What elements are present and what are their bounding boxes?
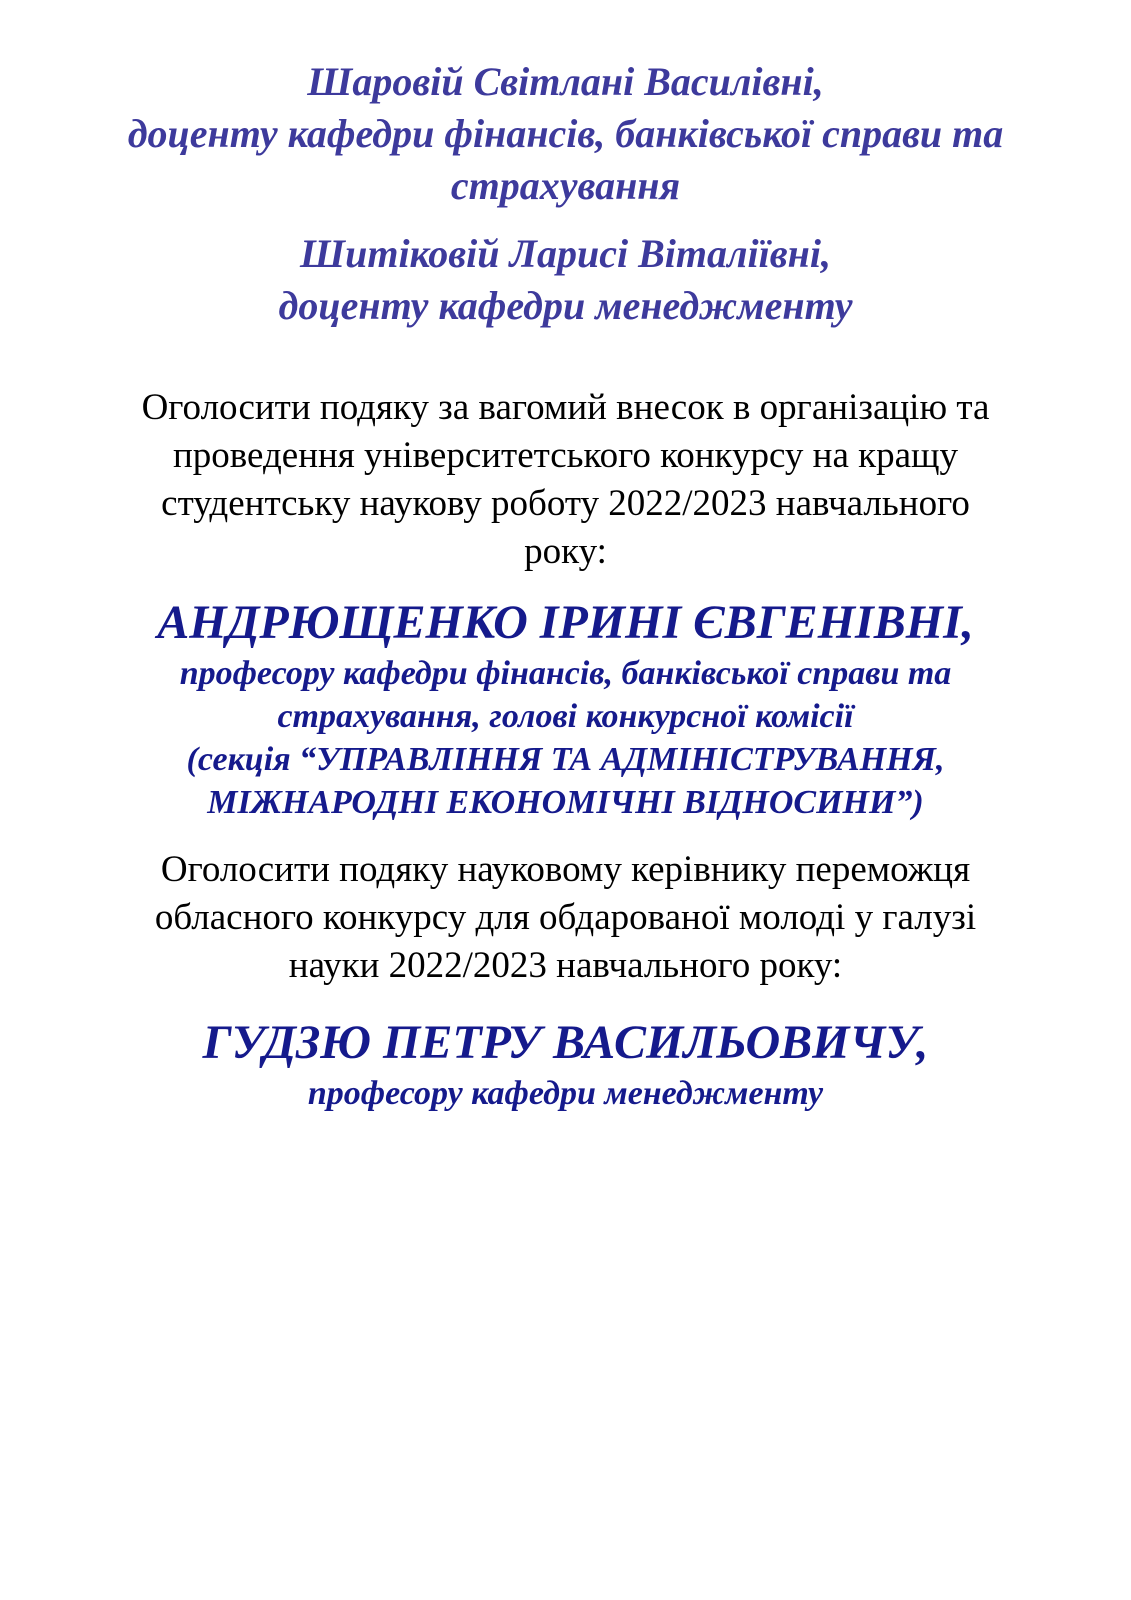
announcement-line: Оголосити подяку за вагомий внесок в організацію та xyxy=(141,387,990,428)
honoree-description-line: МІЖНАРОДНІ ЕКОНОМІЧНІ ВІДНОСИНИ”) xyxy=(207,784,924,821)
announcement-line: проведення університетського конкурсу на кращу xyxy=(172,435,959,476)
honoree-description-line: страхування, голові конкурсної комісії xyxy=(277,698,854,735)
announcement-paragraph-1 xyxy=(40,384,1091,576)
announcement-line: Оголосити подяку науковому керівнику переможця xyxy=(160,849,971,890)
recipient-name: Шаровій Світлані Василівні, xyxy=(307,59,824,104)
honoree-description-line: професору кафедри менеджменту xyxy=(307,1075,824,1112)
recipient-shytikova xyxy=(40,228,1091,332)
honoree-name: ГУДЗЮ ПЕТРУ ВАСИЛЬОВИЧУ, xyxy=(202,1016,929,1069)
honoree-hudz xyxy=(40,1014,1091,1115)
honoree-name: АНДРЮЩЕНКО ІРИНІ ЄВГЕНІВНІ, xyxy=(157,596,974,649)
announcement-paragraph-2 xyxy=(40,846,1091,990)
announcement-line: обласного конкурсу для обдарованої молоді у галузі xyxy=(154,897,977,938)
recipient-position-line: доценту кафедри менеджменту xyxy=(278,283,853,328)
recipient-sharova xyxy=(40,56,1091,212)
recipient-name: Шитіковій Ларисі Віталіївні, xyxy=(300,231,831,276)
recipient-position-line: страхування xyxy=(450,163,681,208)
announcement-line: студентську наукову роботу 2022/2023 навчального xyxy=(161,483,970,524)
announcement-line: року: xyxy=(524,531,607,572)
honoree-andriushchenko xyxy=(40,594,1091,824)
announcement-line: науки 2022/2023 навчального року: xyxy=(288,945,843,986)
honoree-description-line: (секція “УПРАВЛІННЯ ТА АДМІНІСТРУВАННЯ, xyxy=(186,741,945,778)
recipient-position-line: доценту кафедри фінансів, банківської справи та xyxy=(127,111,1004,156)
honoree-description-line: професору кафедри фінансів, банківської справи та xyxy=(179,655,952,692)
